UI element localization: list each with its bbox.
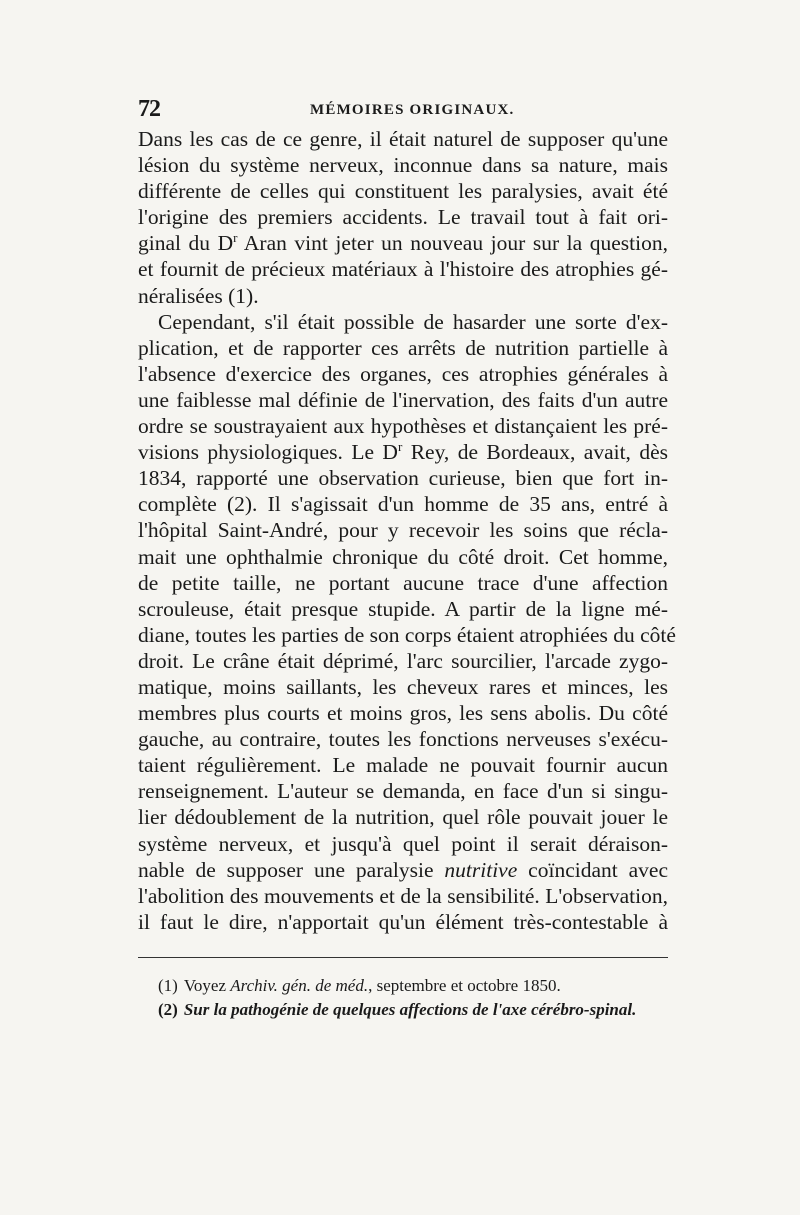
document-page xyxy=(138,96,676,1022)
text-line: et fournit de précieux matériaux à l'histoire des atrophies gé- xyxy=(138,257,668,282)
text-line: droit. Le crâne était déprimé, l'arc sourcilier, l'arcade zygo- xyxy=(138,648,668,673)
text-fragment: visions physiologiques. Le D xyxy=(138,440,398,465)
text-line: lésion du système nerveux, inconnue dans sa nature, mais xyxy=(138,153,668,178)
text-line xyxy=(138,230,668,256)
footnote-citation: Archiv. gén. de méd. xyxy=(230,975,369,995)
text-line: plication, et de rapporter ces arrêts de nutrition partielle à xyxy=(138,335,668,360)
text-line: il faut le dire, n'apportait qu'un élément très-contestable à xyxy=(138,909,668,934)
text-line: 1834, rapporté une observation curieuse, bien que fort in- xyxy=(138,466,668,491)
text-line xyxy=(138,857,668,883)
italic-term: nutritive xyxy=(444,857,518,882)
footnote-marker: (1) xyxy=(158,975,178,995)
text-line: renseignement. L'auteur se demanda, en face d'un si singu- xyxy=(138,779,668,804)
footnote-text: Voyez xyxy=(183,975,231,995)
page-header xyxy=(138,96,668,126)
text-line: l'origine des premiers accidents. Le travail tout à fait ori- xyxy=(138,205,668,230)
footnote-1 xyxy=(158,974,668,998)
footnotes xyxy=(138,974,668,1022)
superscript: r xyxy=(397,438,403,454)
text-line: taient régulièrement. Le malade ne pouvait fournir aucun xyxy=(138,753,668,778)
text-line: l'absence d'exercice des organes, ces atrophies générales à xyxy=(138,361,668,386)
footnote-divider xyxy=(138,957,668,958)
text-line: l'abolition des mouvements et de la sensibilité. L'observation, xyxy=(138,883,668,908)
text-line: matique, moins saillants, les cheveux rares et minces, les xyxy=(138,674,668,699)
text-line: une faiblesse mal définie de l'inervation, des faits d'un autre xyxy=(138,387,668,412)
text-line: scrouleuse, était presque stupide. A partir de la ligne mé- xyxy=(138,596,668,621)
footnote-marker: (2) xyxy=(158,999,178,1019)
footnote-citation: Sur la pathogénie de quelques affections de l'axe cérébro-spinal. xyxy=(183,999,637,1019)
text-line: complète (2). Il s'agissait d'un homme de 35 ans, entré à xyxy=(138,492,668,517)
text-line: différente de celles qui constituent les paralysies, avait été xyxy=(138,179,668,204)
text-line: diane, toutes les parties de son corps étaient atrophiées du côté xyxy=(138,622,676,647)
body-text xyxy=(138,126,676,935)
text-fragment: nable de supposer une paralysie xyxy=(138,857,445,882)
text-line: ordre se soustrayaient aux hypothèses et distançaient les pré- xyxy=(138,414,668,439)
text-fragment: ginal du D xyxy=(138,231,234,256)
superscript: r xyxy=(233,230,238,246)
footnote-2 xyxy=(158,998,668,1022)
text-fragment: Aran vint jeter un nouveau jour sur la question, xyxy=(237,231,668,256)
page-number: 72 xyxy=(138,96,160,122)
text-line: système nerveux, et jusqu'à quel point il serait déraison- xyxy=(138,831,668,856)
text-line: l'hôpital Saint-André, pour y recevoir les soins que récla- xyxy=(138,518,668,543)
footnote-text: , septembre et octobre 1850. xyxy=(368,975,561,995)
text-line: membres plus courts et moins gros, les sens abolis. Du côté xyxy=(138,701,668,726)
text-fragment: Rey, de Bordeaux, avait, dès xyxy=(402,440,668,465)
text-line: lier dédoublement de la nutrition, quel rôle pouvait jouer le xyxy=(138,805,668,830)
text-line xyxy=(138,439,668,465)
running-title: MÉMOIRES ORIGINAUX. xyxy=(310,102,515,118)
text-line: mait une ophthalmie chronique du côté droit. Cet homme, xyxy=(138,544,668,569)
text-line: Cependant, s'il était possible de hasarder une sorte d'ex- xyxy=(158,309,668,334)
text-line: de petite taille, ne portant aucune trace d'une affection xyxy=(138,570,668,595)
text-fragment: coïncidant avec xyxy=(517,857,668,882)
text-line: Dans les cas de ce genre, il était naturel de supposer qu'une xyxy=(138,127,668,151)
text-line: gauche, au contraire, toutes les fonctions nerveuses s'exécu- xyxy=(138,727,668,752)
text-line: néralisées (1). xyxy=(138,283,259,308)
